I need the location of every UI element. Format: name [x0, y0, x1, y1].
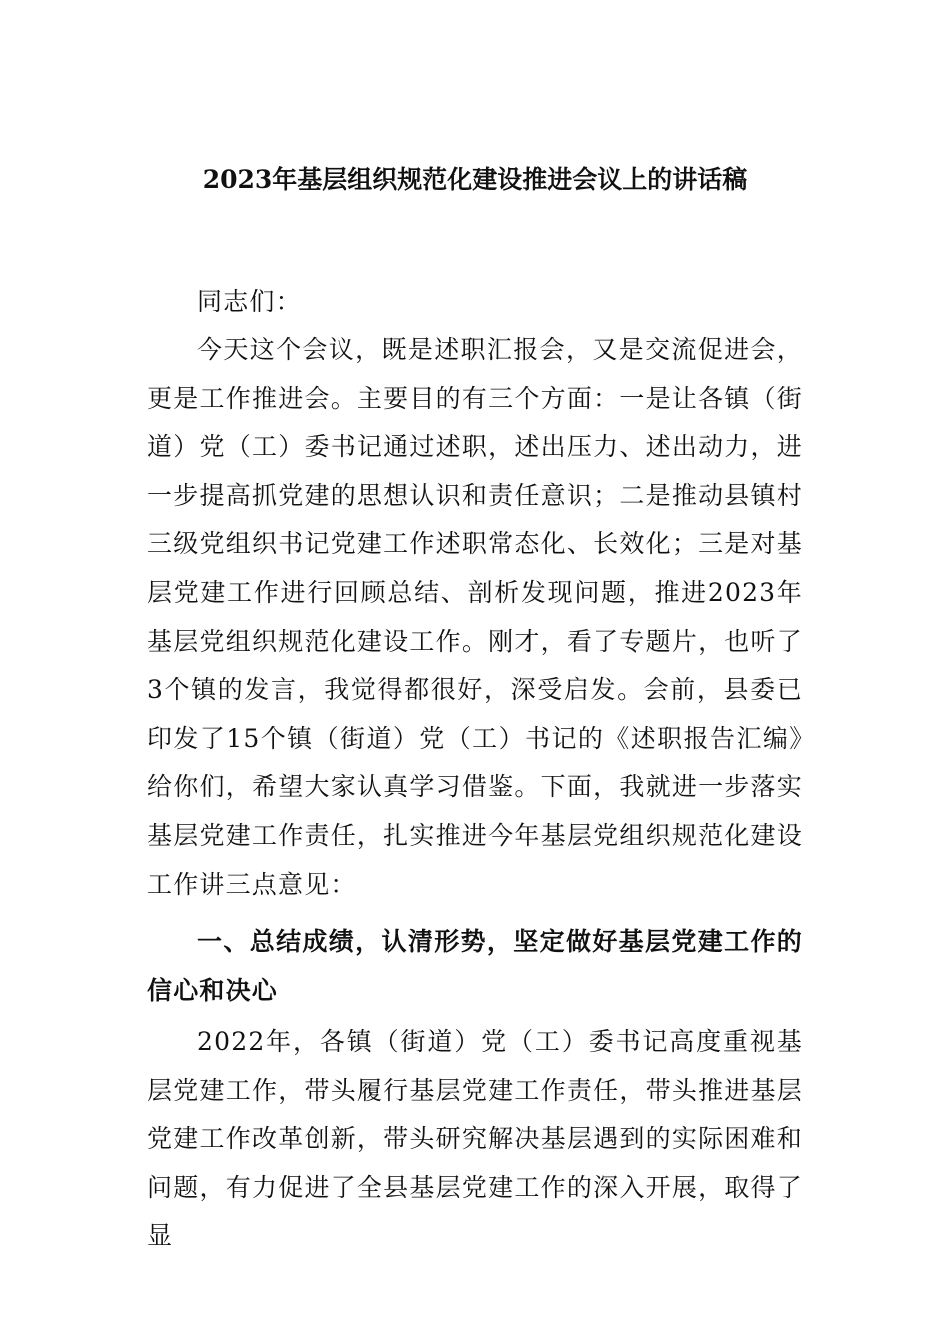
salutation: [147, 278, 803, 327]
paragraph-2: [147, 1018, 803, 1261]
paragraph-1: [147, 326, 803, 909]
document-title: 2023年基层组织规范化建设推进会议上的讲话稿: [202, 165, 748, 194]
section-heading-1: [147, 918, 803, 1015]
section-heading-1-text: 一、总结成绩，认清形势，坚定做好基层党建工作的信心和决心: [147, 927, 803, 1005]
paragraph-1-text: 今天这个会议，既是述职汇报会，又是交流促进会，更是工作推进会。主要目的有三个方面：一是让各镇（街道）党（工）委书记通过述职，述出压力、述出动力，进一步提高抓党建的思想认识和责任意识；二是推动县镇村三级党组织书记党建工作述职常态化、长效化；三是对基层党建工作进行回顾总结、剖析发现问题，推进2023年基层党组织规范化建设工作。刚才，看了专题片，也听了3个镇的发言，我觉得都很好，深受启发。会前，县委已印发了15个镇（街道）党（工）书记的《述职报告汇编》给你们，希望大家认真学习借鉴。下面，我就进一步落实基层党建工作责任，扎实推进今年基层党组织规范化建设工作讲三点意见：: [147, 335, 803, 899]
salutation-text: 同志们：: [197, 287, 302, 316]
paragraph-2-text: 2022年，各镇（街道）党（工）委书记高度重视基层党建工作，带头履行基层党建工作责任，带头推进基层党建工作改革创新，带头研究解决基层遇到的实际困难和问题，有力促进了全县基层党建工作的深入开展，取得了显: [147, 1027, 803, 1251]
